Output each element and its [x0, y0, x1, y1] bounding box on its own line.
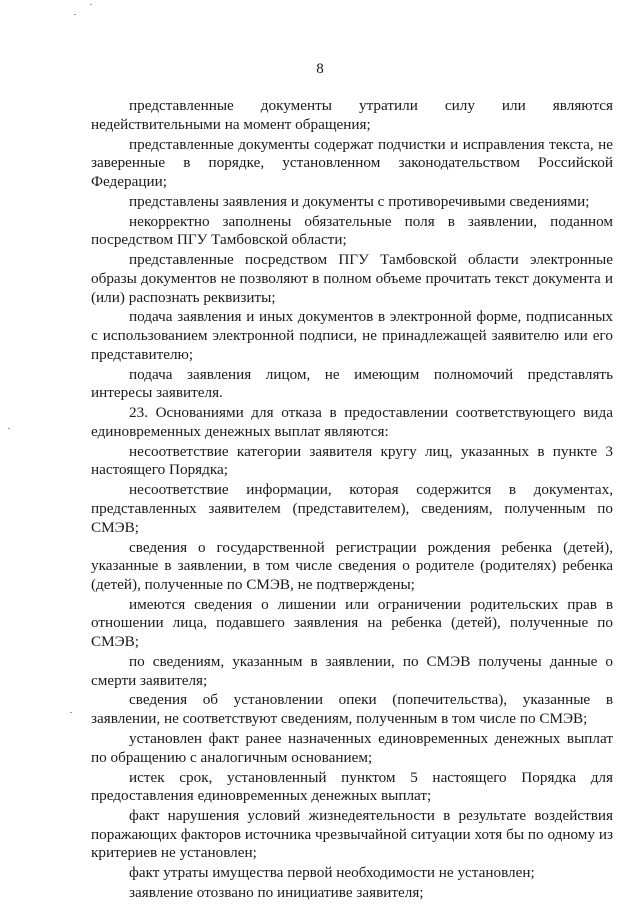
paragraph-info-mismatch: несоответствие информации, которая содержится в документах, представленных заявителем (представителем), сведениям, полученным по СМЭВ;: [91, 481, 613, 536]
paragraph-clause-23: 23. Основаниями для отказа в предоставлении соответствующего вида единовременных денежных выплат являются:: [91, 404, 613, 440]
document-body: [91, 97, 613, 904]
paragraph-deadline-expired: истек срок, установленный пунктом 5 настоящего Порядка для предоставления единовременных денежных выплат;: [91, 768, 613, 805]
paragraph-living-conditions: факт нарушения условий жизнедеятельности в результате воздействия поражающих факторов источника чрезвычайной ситуации хотя бы по одному из критериев не установлен;: [91, 807, 613, 862]
paragraph-birth-registration: сведения о государственной регистрации рождения ребенка (детей), указанные в заявлении, в том числе сведения о родителе (родителях) ребенка (детей), полученные по СМЭВ, не подтверждены;: [91, 538, 613, 593]
paragraph-previous-payments: установлен факт ранее назначенных единовременных денежных выплат по обращению с аналогичным основанием;: [91, 730, 613, 766]
paragraph-contradictory-info: представлены заявления и документы с противоречивыми сведениями;: [129, 192, 590, 210]
paragraph-guardianship: сведения об установлении опеки (попечительства), указанные в заявлении, не соответствуют сведениям, полученным в том числе по СМЭВ;: [91, 691, 613, 728]
paragraph-corrections: представленные документы содержат подчистки и исправления текста, не заверенные в порядке, установленном законодательством Российской Федерации;: [91, 135, 613, 190]
scan-speck: [70, 712, 72, 713]
paragraph-category-mismatch: несоответствие категории заявителя кругу лиц, указанных в пункте 3 настоящего Порядка;: [91, 442, 613, 479]
page-number: 8: [316, 61, 324, 77]
scan-speck: [90, 4, 92, 5]
paragraph-unreadable-images: представленные посредством ПГУ Тамбовской области электронные образы документов не позволяют в полном объеме прочитать текст документа и (или) распознать реквизиты;: [91, 251, 613, 306]
paragraph-foreign-signature: подача заявления и иных документов в электронной форме, подписанных с использованием электронной подписи, не принадлежащей заявителю или его представителю;: [91, 308, 613, 363]
paragraph-property-loss: факт утраты имущества первой необходимости не установлен;: [129, 864, 535, 882]
paragraph-parental-rights: имеются сведения о лишении или ограничении родительских прав в отношении лица, подавшего заявления на ребенка (детей), полученные по СМЭВ;: [91, 595, 613, 650]
paragraph-invalid-documents: представленные документы утратили силу или являются недействительными на момент обращения;: [91, 97, 613, 133]
paragraph-incorrect-fields: некорректно заполнены обязательные поля в заявлении, поданном посредством ПГУ Тамбовской области;: [91, 212, 613, 249]
scan-speck: [8, 428, 10, 429]
paragraph-withdrawn: заявление отозвано по инициативе заявителя;: [129, 884, 424, 902]
paragraph-no-authority: подача заявления лицом, не имеющим полномочий представлять интересы заявителя.: [91, 365, 613, 402]
scan-speck: [74, 14, 76, 15]
paragraph-death-data: по сведениям, указанным в заявлении, по СМЭВ получены данные о смерти заявителя;: [91, 652, 613, 689]
